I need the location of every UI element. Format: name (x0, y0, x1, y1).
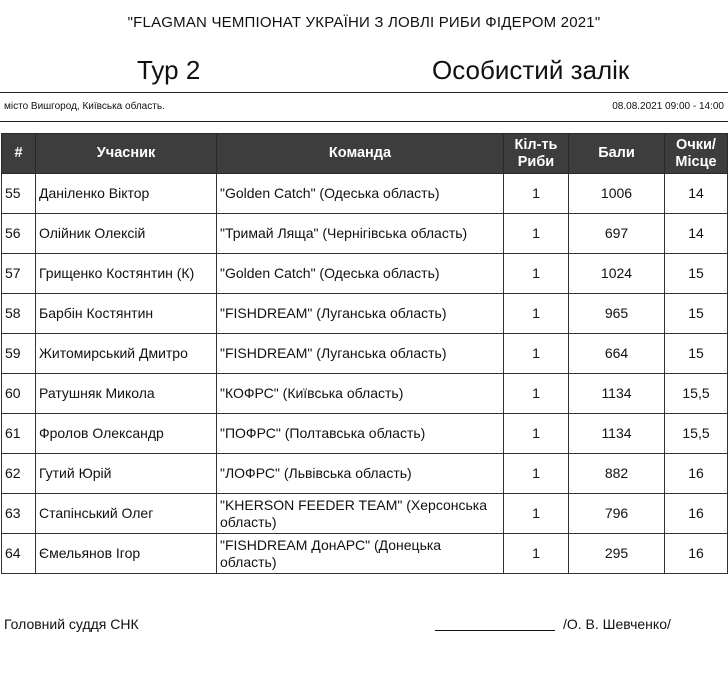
event-location: місто Вишгород, Київська область. (4, 101, 165, 112)
cell-team: "KHERSON FEEDER TEAM" (Херсонська область) (217, 494, 504, 534)
scoring-mode-label: Особистий залік (432, 55, 630, 85)
column-header-fish-line1: Кіл-ть (514, 136, 558, 153)
cell-num: 61 (2, 414, 36, 454)
cell-place: 16 (665, 494, 728, 534)
cell-place: 15 (665, 294, 728, 334)
table-row (2, 454, 728, 494)
cell-points: 664 (569, 334, 665, 374)
cell-num: 58 (2, 294, 36, 334)
cell-fish-count: 1 (504, 534, 569, 574)
cell-team: "КОФРС" (Київська область) (217, 374, 504, 414)
cell-fish-count: 1 (504, 334, 569, 374)
cell-points: 796 (569, 494, 665, 534)
table-row (2, 534, 728, 574)
document-title: "FLAGMAN ЧЕМПІОНАТ УКРАЇНИ З ЛОВЛІ РИБИ ФІДЕРОМ 2021" (127, 14, 601, 31)
cell-team: "Тримай Ляща" (Чернігівська область) (217, 214, 504, 254)
chief-judge-label: Головний суддя СНК (4, 616, 139, 632)
cell-place: 14 (665, 214, 728, 254)
column-header-place-line2: Місце (675, 153, 717, 170)
table-row (2, 254, 728, 294)
cell-fish-count: 1 (504, 294, 569, 334)
table-row (2, 414, 728, 454)
cell-points: 882 (569, 454, 665, 494)
cell-num: 60 (2, 374, 36, 414)
cell-team: "FISHDREAM" (Луганська область) (217, 334, 504, 374)
cell-participant: Гутий Юрій (36, 454, 217, 494)
cell-fish-count: 1 (504, 374, 569, 414)
table-row (2, 294, 728, 334)
cell-num: 55 (2, 174, 36, 214)
results-table (1, 133, 728, 574)
cell-place: 16 (665, 534, 728, 574)
cell-place: 15,5 (665, 414, 728, 454)
signature-line (435, 630, 555, 631)
cell-points: 295 (569, 534, 665, 574)
cell-participant: Грищенко Костянтин (К) (36, 254, 217, 294)
column-header-fish-line2: Риби (517, 153, 555, 170)
cell-points: 1024 (569, 254, 665, 294)
column-header-fish-count (504, 134, 569, 174)
cell-fish-count: 1 (504, 254, 569, 294)
cell-points: 1134 (569, 414, 665, 454)
cell-place: 16 (665, 454, 728, 494)
cell-points: 697 (569, 214, 665, 254)
column-header-team: Команда (217, 134, 504, 174)
cell-participant: Барбін Костянтин (36, 294, 217, 334)
cell-fish-count: 1 (504, 494, 569, 534)
table-row (2, 334, 728, 374)
cell-team: "ЛОФРС" (Львівська область) (217, 454, 504, 494)
cell-participant: Житомирський Дмитро (36, 334, 217, 374)
cell-num: 63 (2, 494, 36, 534)
cell-num: 59 (2, 334, 36, 374)
header-rule-top (0, 92, 728, 93)
column-header-participant: Учасник (36, 134, 217, 174)
tour-label: Тур 2 (137, 55, 201, 85)
cell-fish-count: 1 (504, 214, 569, 254)
cell-points: 965 (569, 294, 665, 334)
cell-team: "ПОФРС" (Полтавська область) (217, 414, 504, 454)
cell-num: 56 (2, 214, 36, 254)
cell-participant: Даніленко Віктор (36, 174, 217, 214)
cell-participant: Ємельянов Ігор (36, 534, 217, 574)
cell-fish-count: 1 (504, 414, 569, 454)
cell-fish-count: 1 (504, 454, 569, 494)
column-header-place-line1: Очки/ (676, 136, 716, 153)
cell-team: "FISHDREAM" (Луганська область) (217, 294, 504, 334)
table-row (2, 494, 728, 534)
cell-participant: Стапінський Олег (36, 494, 217, 534)
table-header-row (2, 134, 728, 174)
cell-points: 1134 (569, 374, 665, 414)
cell-participant: Фролов Олександр (36, 414, 217, 454)
table-row (2, 214, 728, 254)
column-header-place (665, 134, 728, 174)
cell-participant: Олійник Олексій (36, 214, 217, 254)
column-header-points: Бали (569, 134, 665, 174)
chief-judge-name: /О. В. Шевченко/ (563, 616, 671, 632)
cell-place: 14 (665, 174, 728, 214)
header-rule-bottom (0, 121, 728, 122)
cell-place: 15 (665, 334, 728, 374)
cell-place: 15,5 (665, 374, 728, 414)
table-row (2, 174, 728, 214)
event-datetime: 08.08.2021 09:00 - 14:00 (612, 101, 724, 112)
cell-num: 62 (2, 454, 36, 494)
table-row (2, 374, 728, 414)
cell-team: "FISHDREAM ДонАРС" (Донецька область) (217, 534, 504, 574)
cell-fish-count: 1 (504, 174, 569, 214)
column-header-num: # (2, 134, 36, 174)
cell-team: "Golden Catch" (Одеська область) (217, 174, 504, 214)
cell-participant: Ратушняк Микола (36, 374, 217, 414)
cell-team: "Golden Catch" (Одеська область) (217, 254, 504, 294)
cell-points: 1006 (569, 174, 665, 214)
cell-place: 15 (665, 254, 728, 294)
cell-num: 57 (2, 254, 36, 294)
cell-num: 64 (2, 534, 36, 574)
